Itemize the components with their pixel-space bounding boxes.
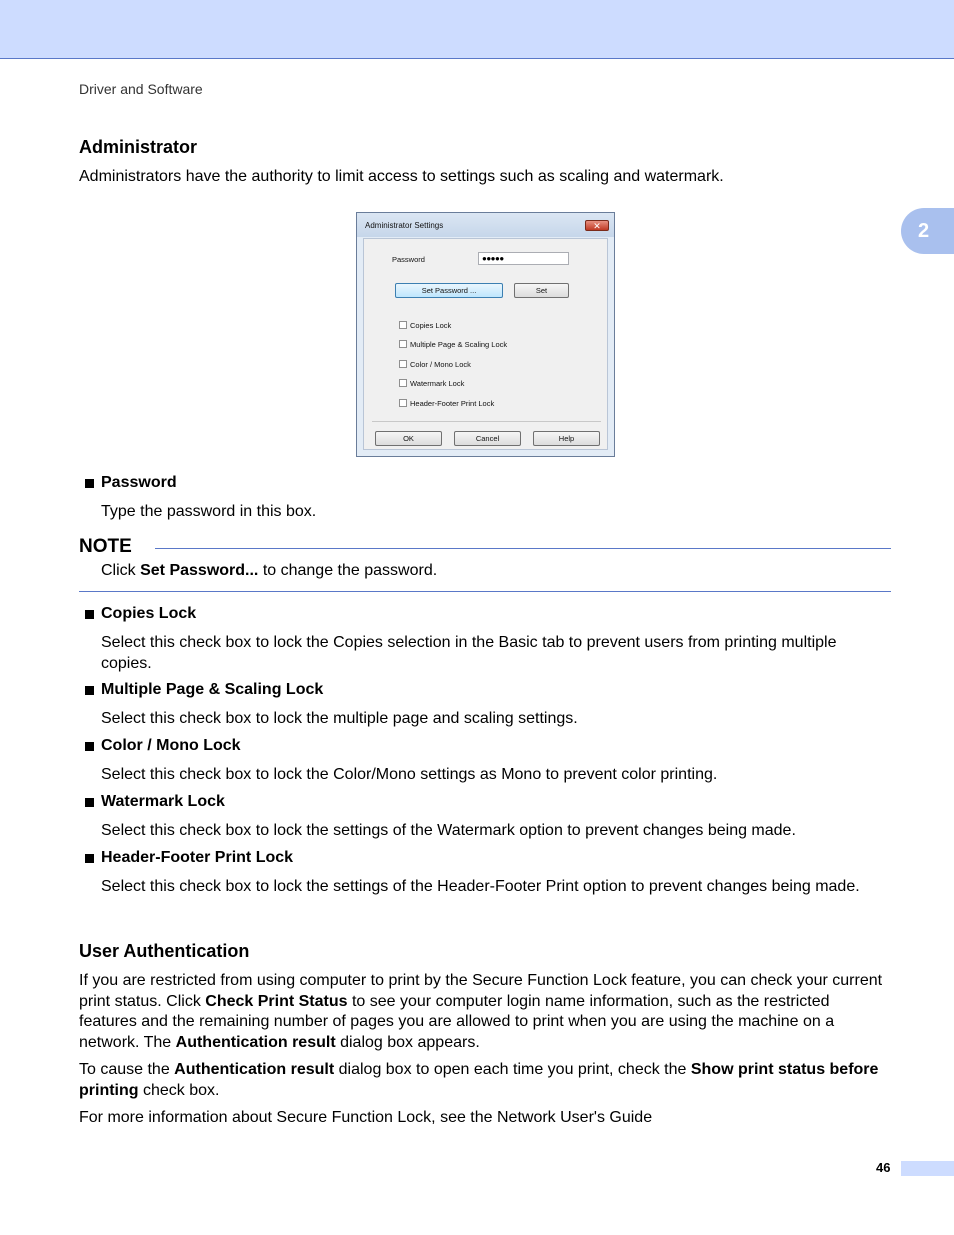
bullet-square-icon xyxy=(85,610,94,619)
p1-d: Authentication result xyxy=(175,1033,336,1051)
top-banner xyxy=(0,0,954,59)
page-number-bar xyxy=(901,1161,954,1176)
bullet-title-header-footer: Header-Footer Print Lock xyxy=(101,849,294,866)
user-auth-para-2 xyxy=(79,1060,891,1101)
bullet-title-multiple-page: Multiple Page & Scaling Lock xyxy=(101,681,324,698)
bullet-square-icon xyxy=(85,742,94,751)
bullet-password xyxy=(85,474,177,492)
user-auth-para-3: For more information about Secure Function Lock, see the Network User's Guide xyxy=(79,1109,653,1126)
bullet-copies-lock xyxy=(85,605,196,623)
cancel-button[interactable]: Cancel xyxy=(454,431,521,446)
p1-e: dialog box appears. xyxy=(335,1033,480,1051)
page-number: 46 xyxy=(876,1160,891,1175)
color-mono-desc: Select this check box to lock the Color/Mono settings as Mono to prevent color printing. xyxy=(101,766,718,783)
copies-lock-desc: Select this check box to lock the Copies selection in the Basic tab to prevent users from printing multiple copies. xyxy=(101,634,837,672)
bullet-watermark xyxy=(85,793,225,811)
set-button[interactable]: Set xyxy=(514,283,569,298)
section-title-user-authentication: User Authentication xyxy=(79,941,250,961)
multiple-page-scaling-lock-label: Multiple Page & Scaling Lock xyxy=(410,340,508,349)
bullet-square-icon xyxy=(85,854,94,863)
p2-b: Authentication result xyxy=(174,1061,335,1078)
header-footer-print-lock-checkbox[interactable] xyxy=(399,399,407,407)
password-label: Password xyxy=(392,255,425,264)
bullet-color-mono xyxy=(85,737,241,755)
dialog-body xyxy=(363,238,608,450)
color-mono-lock-checkbox[interactable] xyxy=(399,360,407,368)
set-password-button[interactable]: Set Password ... xyxy=(395,283,503,298)
close-icon[interactable]: ✕ xyxy=(585,220,609,231)
bullet-title-watermark: Watermark Lock xyxy=(101,793,225,810)
note-heading: NOTE xyxy=(79,536,132,557)
copies-lock-checkbox[interactable] xyxy=(399,321,407,329)
password-desc: Type the password in this box. xyxy=(101,503,317,520)
help-button[interactable]: Help xyxy=(533,431,600,446)
bullet-title-color-mono: Color / Mono Lock xyxy=(101,737,241,754)
p1-a: If you are restricted from using computer to print by the Secure Function Lock feature, you can check your current print status. Click xyxy=(79,972,883,1010)
p2-c: dialog box to open each time you print, check the xyxy=(334,1061,691,1078)
administrator-settings-dialog xyxy=(356,212,615,457)
multiple-page-scaling-lock-checkbox[interactable] xyxy=(399,340,407,348)
note-rule-bottom xyxy=(79,591,891,592)
multiple-page-desc: Select this check box to lock the multiple page and scaling settings. xyxy=(101,710,578,727)
copies-lock-label: Copies Lock xyxy=(410,321,452,330)
bullet-title-password: Password xyxy=(101,474,177,491)
note-text-bold: Set Password... xyxy=(140,562,259,579)
watermark-lock-checkbox[interactable] xyxy=(399,379,407,387)
dialog-separator xyxy=(372,421,601,422)
bullet-header-footer xyxy=(85,849,293,867)
header-footer-desc: Select this check box to lock the settings of the Header-Footer Print option to prevent changes being made. xyxy=(101,878,860,895)
running-head: Driver and Software xyxy=(79,81,203,97)
p2-d: Show print status before printing xyxy=(79,1061,879,1099)
watermark-lock-label: Watermark Lock xyxy=(410,379,465,388)
dialog-title: Administrator Settings xyxy=(365,221,444,230)
bullet-multiple-page xyxy=(85,681,323,699)
password-input[interactable]: ●●●●● xyxy=(478,252,569,265)
section-title-administrator: Administrator xyxy=(79,137,198,157)
user-auth-para-1 xyxy=(79,971,891,1053)
administrator-intro: Administrators have the authority to limit access to settings such as scaling and watermark. xyxy=(79,168,724,185)
bullet-square-icon xyxy=(85,798,94,807)
p2-e: check box. xyxy=(138,1081,220,1099)
bullet-square-icon xyxy=(85,479,94,488)
dialog-titlebar xyxy=(357,213,614,237)
p2-a: To cause the xyxy=(79,1061,175,1078)
color-mono-lock-label: Color / Mono Lock xyxy=(410,360,471,369)
header-footer-print-lock-label: Header-Footer Print Lock xyxy=(410,399,495,408)
ok-button[interactable]: OK xyxy=(375,431,442,446)
note-text-post: to change the password. xyxy=(258,562,438,579)
watermark-desc: Select this check box to lock the settings of the Watermark option to prevent changes being made. xyxy=(101,822,796,839)
chapter-tab: 2 xyxy=(901,208,954,254)
bullet-square-icon xyxy=(85,686,94,695)
note-text xyxy=(101,561,891,582)
p1-b: Check Print Status xyxy=(205,992,348,1010)
note-rule-top xyxy=(155,548,891,549)
note-text-pre: Click xyxy=(101,562,141,579)
p1-c: to see your computer login name information, such as the restricted features and the remaining number of pages you are allowed to print when you are using the machine on a network. The xyxy=(79,992,835,1051)
bullet-title-copies-lock: Copies Lock xyxy=(101,605,197,622)
